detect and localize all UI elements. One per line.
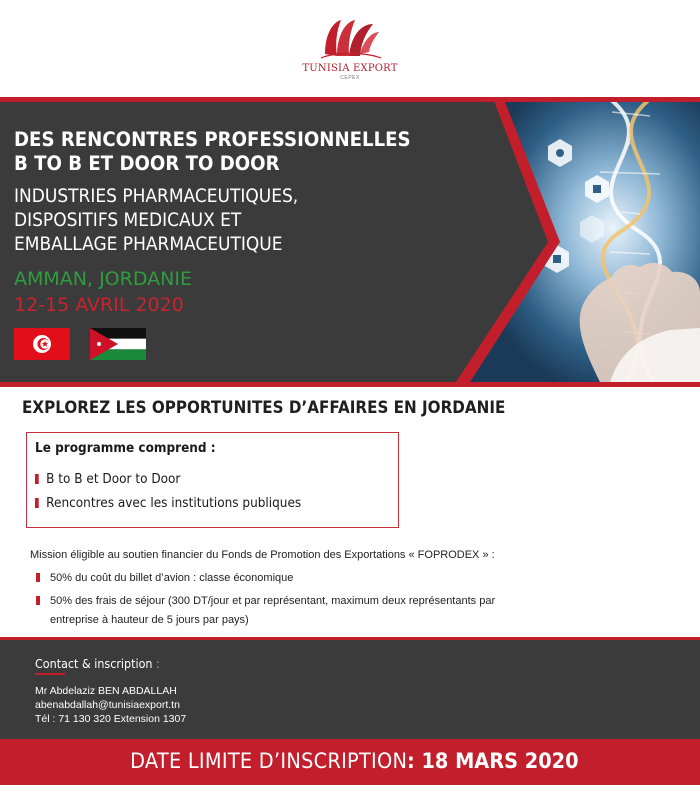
event-dates: 12-15 AVRIL 2020 (14, 294, 184, 316)
hero-banner (0, 102, 700, 382)
deadline-date: : 18 MARS 2020 (407, 749, 579, 773)
contact-band (0, 640, 700, 739)
tunisia-export-logo-icon (315, 14, 385, 62)
event-city: AMMAN, JORDANIE (14, 268, 192, 290)
deadline-text (0, 749, 700, 773)
deadline-label: DATE LIMITE D’INSCRIPTION (130, 749, 408, 773)
contact-underline (35, 673, 65, 675)
hero-title-line2: B TO B ET DOOR TO DOOR (14, 152, 280, 175)
tunisia-flag-icon (14, 328, 70, 360)
contact-label: Contact & inscription : (35, 657, 160, 671)
programme-item: B to B et Door to Door (35, 472, 180, 487)
deadline-band (0, 739, 700, 785)
explore-heading: EXPLOREZ LES OPPORTUNITES D’AFFAIRES EN JORDANIE (22, 398, 506, 417)
financing-item-flight: 50% du coût du billet d’avion : classe économique (36, 569, 596, 588)
bullet-icon (35, 498, 39, 508)
programme-item: Rencontres avec les institutions publiques (35, 496, 301, 511)
contact-name: Mr Abdelaziz BEN ABDALLAH (35, 685, 177, 697)
logo-sub-text: CEPEX (340, 75, 360, 81)
contact-email[interactable]: abenabdallah@tunisiaexport.tn (35, 699, 180, 711)
financing-intro: Mission éligible au soutien financier du Fonds de Promotion des Exportations « FOPRODEX » : (30, 549, 495, 561)
logo-brand-text: TUNISIA EXPORT (302, 63, 398, 74)
tunisia-export-logo (300, 14, 400, 90)
jordan-flag-icon (90, 328, 146, 360)
bullet-icon (35, 474, 39, 484)
hero-subtitle-line3: EMBALLAGE PHARMACEUTIQUE (14, 234, 283, 255)
hero-title-line1: DES RENCONTRES PROFESSIONNELLES (14, 128, 411, 151)
programme-box (26, 432, 399, 528)
bullet-icon (36, 573, 40, 582)
hero-subtitle-line2: DISPOSITIFS MEDICAUX ET (14, 210, 242, 231)
bullet-icon (36, 596, 40, 605)
contact-phone: Tél : 71 130 320 Extension 1307 (35, 713, 187, 725)
financing-item-stay-continuation: entreprise à hauteur de 5 jours par pays) (50, 614, 249, 626)
programme-title: Le programme comprend : (35, 441, 216, 456)
financing-item-stay: 50% des frais de séjour (300 DT/jour et par représentant, maximum deux représentants par entreprise à hauteur de 5 jours par pays) (36, 592, 596, 630)
hero-subtitle-line1: INDUSTRIES PHARMACEUTIQUES, (14, 186, 299, 207)
